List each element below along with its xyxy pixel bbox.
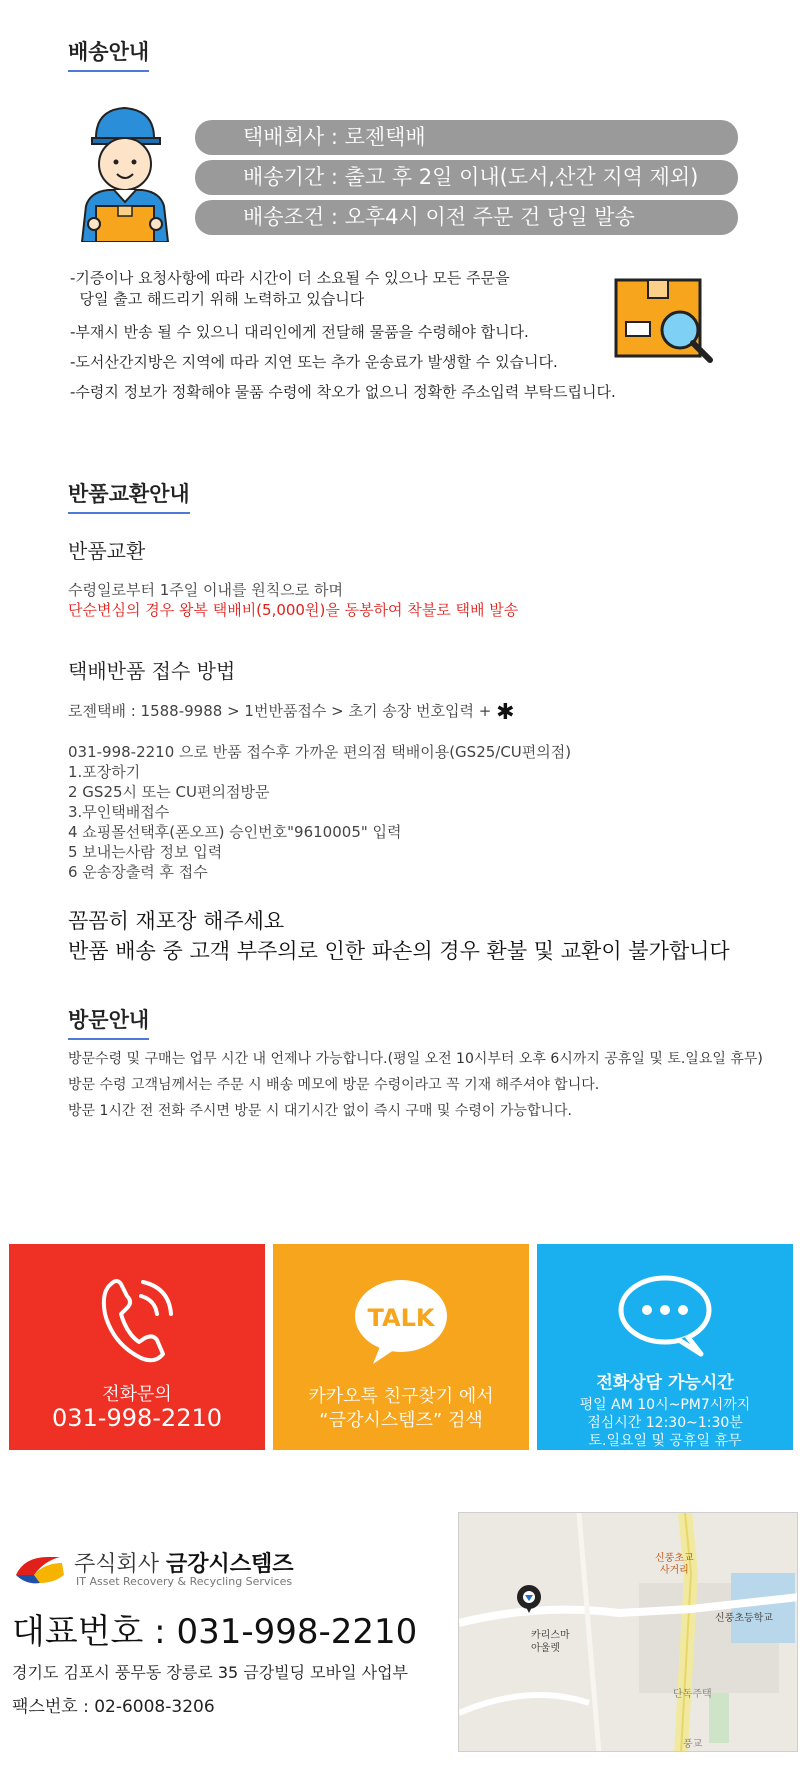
- company-address: 경기도 김포시 풍무동 장릉로 35 금강빌딩 모바일 사업부: [12, 1663, 408, 1682]
- hours-line: 토.일요일 및 공휴일 휴무: [588, 1433, 742, 1449]
- shipping-note: -도서산간지방은 지역에 따라 지연 또는 추가 운송료가 발생할 수 있습니다.: [70, 353, 558, 371]
- fax-number: 팩스번호 : 02-6008-3206: [12, 1697, 215, 1717]
- phone-label: 전화문의: [102, 1384, 172, 1405]
- shipping-note: 당일 출고 해드리기 위해 노력하고 있습니다: [70, 290, 365, 308]
- return-method-title: 택배반품 접수 방법: [68, 659, 236, 683]
- asterisk-icon: ✱: [496, 700, 515, 725]
- kakao-search-term: “금강시스템즈” 검색: [319, 1410, 483, 1431]
- location-map[interactable]: [458, 1512, 798, 1752]
- courier-pill: 택배회사 : 로젠택배: [195, 120, 738, 155]
- exchange-title: 반품교환: [68, 539, 146, 563]
- hours-line: 평일 AM 10시~PM7시까지: [579, 1397, 751, 1413]
- visit-line: 방문수령 및 구매는 업무 시간 내 언제나 가능합니다.(평일 오전 10시부터 오후 6시까지 공휴일 및 토.일요일 휴무): [68, 1051, 763, 1067]
- return-step: 3.무인택배접수: [68, 803, 170, 821]
- period-pill: 배송기간 : 출고 후 2일 이내(도서,산간 지역 제외): [195, 160, 738, 195]
- delivery-man-illustration: [68, 98, 180, 242]
- condition-pill: 배송조건 : 오후4시 이전 주문 건 당일 발송: [195, 200, 738, 235]
- phone-contact-box[interactable]: [9, 1244, 265, 1450]
- phone-icon: [97, 1274, 177, 1364]
- visit-section-title: 방문안내: [68, 1004, 149, 1040]
- visit-line: 방문 1시간 전 전화 주시면 방문 시 대기시간 없이 즉시 구매 및 수령이 가능합니다.: [68, 1103, 572, 1119]
- visit-line: 방문 수령 고객님께서는 주문 시 배송 메모에 방문 수령이라고 꼭 기재 해주셔야 합니다.: [68, 1077, 600, 1093]
- return-step: 6 운송장출력 후 접수: [68, 863, 208, 881]
- talk-icon-text: TALK: [367, 1304, 435, 1332]
- company-brand: 금강시스템즈: [166, 1552, 294, 1577]
- return-step: 4 쇼핑몰선택후(폰오프) 승인번호"9610005" 입력: [68, 823, 402, 841]
- company-prefix: 주식회사: [74, 1552, 160, 1577]
- kakao-line: 카카오톡 친구찾기 에서: [308, 1386, 494, 1407]
- map-graphic: [459, 1513, 798, 1752]
- shipping-note: -수령지 정보가 정확해야 물품 수령에 착오가 없으니 정확한 주소입력 부탁드립니다.: [70, 383, 616, 401]
- return-step: 031-998-2210 으로 반품 접수후 가까운 편의점 택배이용(GS25/CU편의점): [68, 743, 572, 761]
- shipping-note: -부재시 반송 될 수 있으니 대리인에게 전달해 물품을 수령해야 합니다.: [70, 323, 529, 341]
- map-label-crossroad: 신풍초교 사거리: [655, 1553, 694, 1576]
- return-step: 1.포장하기: [68, 763, 141, 781]
- package-search-icon: [612, 276, 718, 364]
- hours-line: 점심시간 12:30~1:30분: [587, 1415, 743, 1431]
- shipping-note: -기증이나 요청사항에 따라 시간이 더 소요될 수 있으나 모든 주문을: [70, 269, 510, 287]
- map-label-place: 카리스마 아울렛: [531, 1630, 570, 1654]
- hours-title: 전화상담 가능시간: [596, 1373, 734, 1393]
- company-tagline: IT Asset Recovery & Recycling Services: [76, 1575, 293, 1588]
- map-label-school: 신풍초등학교: [715, 1613, 773, 1624]
- shipping-section-title: 배송안내: [68, 36, 149, 72]
- company-name: [74, 1547, 294, 1578]
- repack-notice: 꼼꼼히 재포장 해주세요: [68, 909, 285, 933]
- returns-section-title: 반품교환안내: [68, 478, 190, 514]
- chat-bubble-icon: [615, 1274, 715, 1358]
- map-label-bridge: 풍교: [683, 1739, 703, 1750]
- exchange-line: 수령일로부터 1주일 이내를 원칙으로 하며: [68, 581, 343, 599]
- phone-number[interactable]: 031-998-2210: [51, 1404, 222, 1432]
- return-method-text: 로젠택배 : 1588-9988 > 1번반품접수 > 초기 송장 번호입력 +: [68, 702, 492, 720]
- main-phone: 대표번호 : 031-998-2210: [12, 1612, 418, 1652]
- return-method-line: [68, 701, 515, 723]
- damage-notice: 반품 배송 중 고객 부주의로 인한 파손의 경우 환불 및 교환이 불가합니다: [68, 939, 730, 963]
- return-step: 5 보내는사람 정보 입력: [68, 843, 223, 861]
- map-label-housing: 단독주택: [673, 1689, 712, 1700]
- company-logo-icon: [14, 1553, 66, 1587]
- return-step: 2 GS25시 또는 CU편의점방문: [68, 783, 270, 801]
- exchange-warning: 단순변심의 경우 왕복 택배비(5,000원)을 동봉하여 착불로 택배 발송: [68, 601, 519, 619]
- kakao-contact-box[interactable]: [273, 1244, 529, 1450]
- hours-contact-box: [537, 1244, 793, 1450]
